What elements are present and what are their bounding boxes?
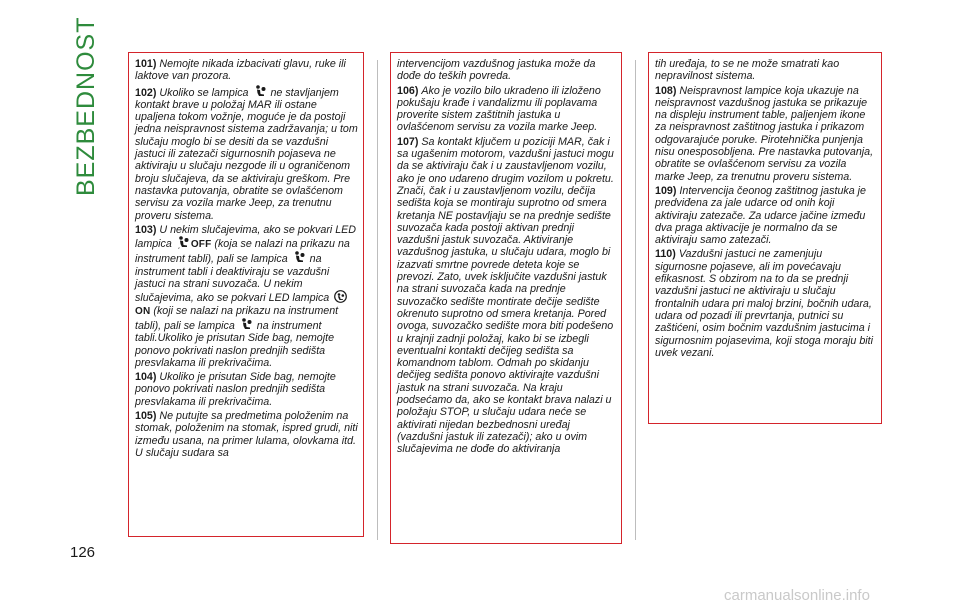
note-text: Neispravnost lampice koja ukazuje na neispravnost vazdušnog jastuka se prikazuje na displeju instrument table, paljenjem ikone za neispravnost zaštitnog jastuka i prikazom odgovarajuće poruke. Pirotehnička punjenja nisu onesposobljena. Pre nastavka putovanja, obratite se ovlašćenom servisu za vozila marke Jeep, za trenutnu proveru sistema.	[655, 84, 874, 183]
note-text: Sa kontakt ključem u poziciji MAR, čak i sa ugašenim motorom, vazdušni jastuci mogu da se aktiviraju čak i u zaustavljenom vozilu, ako je ono udareno drugim vozilom u pokretu. Znači, čak i u zaustavljenom vozilu, dečija sedišta koja se montiraju suprotno od smera kretanja NE postavljaju se na prednje sedište suvozača kada postoji aktivan prednji vazdušni jastuk suvozača. Aktiviranje vazdušnog jastuka, u slučaju udara, moglo bi izazvati smrtne povrede deteta koje se prevozi. Zato, uvek isključite vazdušni jastuk na strani suvozača kada na prednje suvozačko sedište montirate dečije sedište okrenuto suprotno od smera kretanja. Pored ovoga, suvozačko sedište mora biti podešeno u krajnji zadnji položaj, kako bi se izbegli eventualni kontakti dečijeg sedišta sa komandnom tablom. Odmah po skidanju dečijeg sedišta ponovo aktivirajte vazdušni jastuk na strani suvozača. Na kraju podsećamo da, ako se kontakt brava nalazi u položaju STOP, u slučaju udara neće se aktivirati nijedan bezbednosni uređaj (vazdušni jastuk ili zatezači); ako u ovim slučajevima ne dođe do aktiviranja	[397, 135, 614, 456]
passenger-airbag-on-icon	[334, 290, 347, 303]
note-text: Ukoliko je prisutan Side bag, nemojte ponovo pokrivati naslon prednjih sedišta presvlakama ili prekrivačima.	[135, 371, 336, 408]
page-number: 126	[70, 544, 96, 561]
note-text: na instrument tabli.Ukoliko je prisutan Side bag, nemojte ponovo pokrivati naslon prednjih sedišta presvlakama ili prekrivačima.	[135, 319, 335, 369]
note-101	[135, 58, 359, 83]
note-number: 103)	[135, 223, 157, 236]
note-text: Ukoliko se lampica	[159, 86, 249, 99]
note-105	[135, 410, 359, 459]
note-103	[135, 224, 359, 369]
note-107	[397, 136, 617, 456]
note-number: 110)	[655, 248, 676, 261]
note-text: ne stavljanjem kontakt brave u položaj MAR ili ostane upaljena tokom vožnje, moguće je da postoji jedna neispravnost sistema zadržavanja; u tom slučaju moglo bi se desiti da se vazdušni jastuci ili zatezači sigurnosnih pojaseva ne aktiviraju u slučaju nezgode ili u ograničenom broju slučajeva, da se aktiviraju greškom. Pre nastavka putovanja, obratite se ovlašćenom servisu za vozila marke Jeep, za trenutnu proveru sistema.	[135, 86, 358, 222]
note-107-continued	[655, 58, 877, 83]
airbag-seat-icon	[254, 85, 266, 98]
note-number: 106)	[397, 84, 419, 97]
passenger-airbag-icon	[177, 236, 189, 249]
note-104	[135, 371, 359, 408]
off-label: OFF	[190, 239, 212, 251]
note-text: (koja se nalazi na prikazu na instrument tabli), pali se lampica	[135, 238, 350, 266]
note-number: 109)	[655, 184, 677, 197]
notes-column-2	[390, 52, 622, 544]
note-106	[397, 85, 617, 134]
note-text: Nemojte nikada izbacivati glavu, ruke ili laktove van prozora.	[135, 58, 346, 83]
note-text: Ne putujte sa predmetima položenim na stomak, položenim na stomak, ispred grudi, niti između usana, na primer lulama, olovkama itd. U slučaju sudara sa	[135, 410, 358, 459]
note-105-continued	[397, 58, 617, 83]
section-title: BEZBEDNOST	[72, 16, 100, 196]
note-number: 102)	[135, 86, 157, 99]
watermark: carmanualsonline.info	[724, 587, 870, 604]
airbag-seat-icon	[293, 251, 305, 264]
svg-text:2: 2	[177, 245, 180, 250]
column-divider	[635, 60, 636, 540]
note-text: intervencijom vazdušnog jastuka može da dođe do teških povreda.	[397, 58, 596, 83]
note-102	[135, 85, 359, 222]
note-text: U nekim slučajevima, ako se pokvari LED lampica	[135, 223, 357, 251]
note-108	[655, 85, 877, 183]
note-110	[655, 248, 877, 359]
note-number: 105)	[135, 410, 157, 423]
note-109	[655, 185, 877, 246]
note-text: Vazdušni jastuci ne zamenjuju sigurnosne pojaseve, ali im povećavaju efikasnost. S obzirom na to da se prednji vazdušni jastuci ne aktiviraju u slučaju frontalnih udara pri maloj brzini, bočnih udara, udara od pozadi ili prevrtanja, putnici su zaštićeni, osim bočnim vazdušnim jastucima i sigurnosnim pojasevima, koji stoga moraju biti uvek vezani.	[655, 248, 874, 359]
note-text: na instrument tabli i deaktiviraju se vazdušni jastuci na strani suvozača. U nekim slučajevima, ako se pokvari LED lampica	[135, 253, 330, 305]
note-number: 101)	[135, 58, 157, 70]
note-text: Ako je vozilo bilo ukradeno ili izloženo pokušaju krađe i vandalizmu ili poplavama proverite sistem zaštitnih jastuka u ovlašćenom servisu za vozila marke Jeep.	[397, 84, 601, 134]
column-divider	[377, 60, 378, 540]
notes-column-3	[648, 52, 882, 424]
notes-column-1	[128, 52, 364, 537]
airbag-seat-icon	[240, 318, 252, 331]
note-text: Intervencija čeonog zaštitnog jastuka je predviđena za jale udarce od onih koji aktiviraju zatezače. Za udarce jačine između dva praga aktivacije je normalno da se aktiviraju samo zatezači.	[655, 184, 866, 247]
on-label: ON	[135, 305, 151, 317]
note-number: 104)	[135, 371, 157, 384]
note-number: 108)	[655, 84, 677, 97]
note-text: tih uređaja, to se ne može smatrati kao nepravilnost sistema.	[655, 58, 840, 83]
note-number: 107)	[397, 135, 419, 148]
note-text: (koji se nalazi na prikazu na instrument tabli), pali se lampica	[135, 304, 339, 332]
